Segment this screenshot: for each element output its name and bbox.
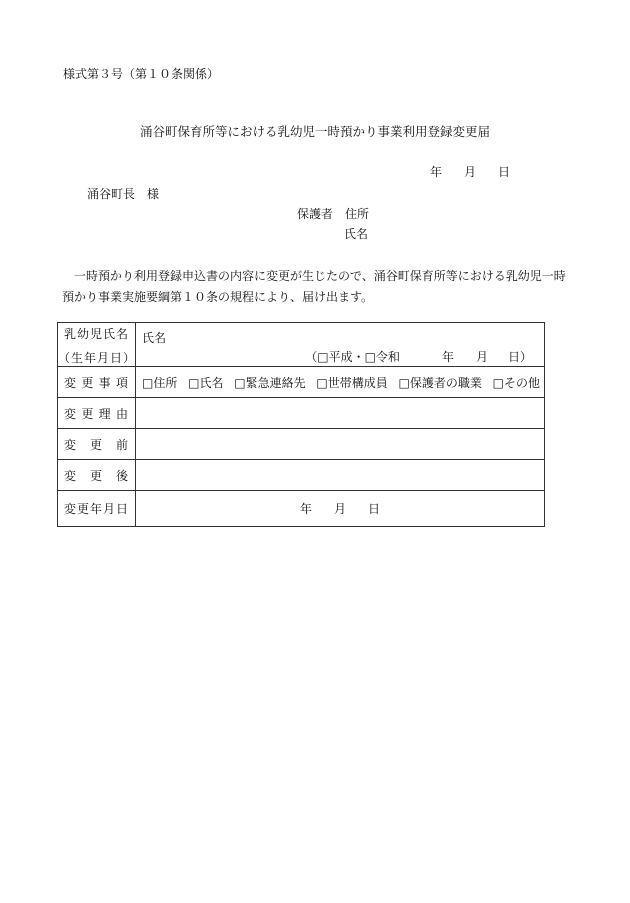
option-address-checkbox[interactable]: □住所 (142, 375, 178, 390)
change-reason-label: 変 更 理 由 (64, 406, 129, 421)
option-emergency-contact-checkbox[interactable]: □緊急連絡先 (234, 375, 306, 390)
change-date-label-cell (58, 491, 136, 527)
change-date-day: 日 (368, 502, 381, 516)
after-label: 変 更 後 (64, 468, 129, 483)
table-row-change-items (58, 367, 545, 398)
applicant-address-label: 保護者 住所 (297, 207, 370, 221)
body-text: 一時預かり利用登録申込書の内容に変更が生じたので、涌谷町保育所等における乳幼児一時預かり事業実施要綱第１０条の規程により、届け出ます。 (62, 269, 566, 304)
option-household-members-checkbox[interactable]: □世帯構成員 (316, 375, 388, 390)
change-items-label-cell (58, 367, 136, 398)
table-row-after (58, 460, 545, 491)
after-input-cell[interactable] (136, 460, 545, 491)
option-name-checkbox[interactable]: □氏名 (188, 375, 224, 390)
change-date-year: 年 (299, 502, 312, 516)
change-form-table (57, 322, 545, 527)
before-label: 変 更 前 (64, 437, 129, 452)
birth-date-field: （□平成・□令和 年 月 日） (305, 350, 532, 364)
form-number: 様式第３号（第１０条関係） (63, 67, 220, 81)
table-row-child-name (58, 323, 545, 367)
birth-day: 日） (507, 350, 532, 364)
addressee: 涌谷町長 様 (87, 187, 160, 201)
birth-date-label: （生年月日） (58, 351, 137, 365)
change-date-label: 変更年月日 (63, 502, 129, 516)
option-other-checkbox[interactable]: □その他 (492, 375, 540, 390)
submission-year: 年 (430, 165, 443, 179)
change-items-options-cell (136, 367, 545, 398)
change-date-input-cell[interactable] (136, 491, 545, 527)
table-row-change-date (58, 491, 545, 527)
name-field-label: 氏名 (142, 331, 167, 345)
submission-day: 日 (498, 165, 511, 179)
document-title: 涌谷町保育所等における乳幼児一時預かり事業利用登録変更届 (139, 124, 490, 139)
change-date-month: 月 (333, 502, 346, 516)
applicant-name-label: 氏名 (344, 227, 369, 241)
change-reason-input-cell[interactable] (136, 398, 545, 429)
child-name-input-cell[interactable] (136, 323, 545, 367)
submission-month: 月 (464, 165, 477, 179)
before-input-cell[interactable] (136, 429, 545, 460)
child-name-label: 乳幼児氏名 (63, 327, 129, 341)
after-label-cell (58, 460, 136, 491)
table-row-change-reason (58, 398, 545, 429)
option-guardian-occupation-checkbox[interactable]: □保護者の職業 (398, 375, 482, 390)
birth-month: 月 (475, 350, 488, 364)
birth-year: 年 (441, 350, 454, 364)
era-options[interactable]: □平成・□令和 (317, 350, 400, 364)
table-row-before (58, 429, 545, 460)
change-items-label: 変 更 事 項 (64, 375, 129, 390)
change-reason-label-cell (58, 398, 136, 429)
child-name-label-cell (58, 323, 136, 367)
change-options (136, 374, 544, 391)
before-label-cell (58, 429, 136, 460)
submission-date (430, 166, 510, 178)
